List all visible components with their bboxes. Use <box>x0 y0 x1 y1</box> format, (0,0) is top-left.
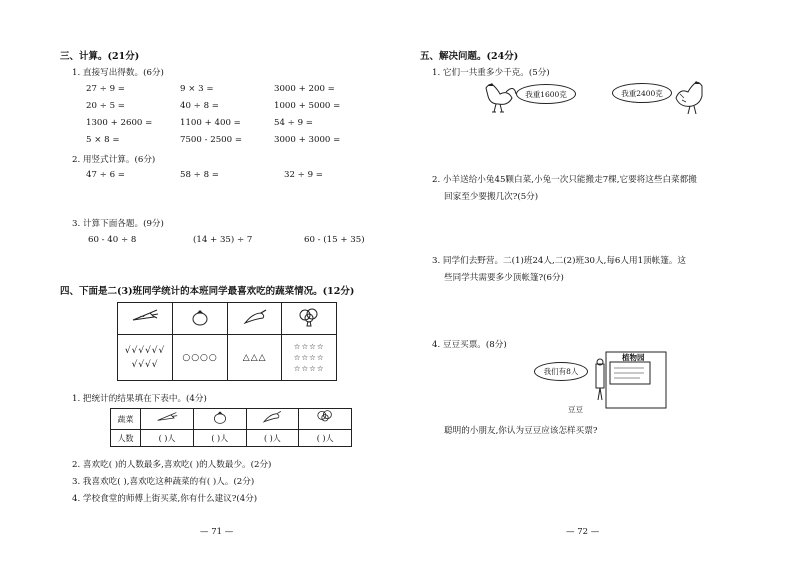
row-label-vegetable: 蔬菜 <box>111 409 141 430</box>
calc-item: 5 × 8 = <box>86 135 120 145</box>
calc-item: 9 × 3 = <box>180 84 214 94</box>
tally-cell-eggplant <box>173 335 228 381</box>
q5-1-title: 1. 它们一共重多少千克。(5分) <box>432 68 550 78</box>
q5-2-line1: 2. 小羊送给小兔45颗白菜,小兔一次只能搬走7棵,它要将这些白菜都搬 <box>432 175 697 185</box>
count-blank[interactable]: ( )人 <box>246 430 299 447</box>
eggplant-icon <box>193 409 246 430</box>
vertical-calc-item: 32 ÷ 9 = <box>284 170 323 180</box>
q5-3-line1: 3. 同学们去野营。二(1)班24人,二(2)班30人,每6人用1顶帐篷。这 <box>432 256 687 266</box>
doudou-label: 豆豆 <box>568 405 583 414</box>
q5-4-ask: 聪明的小朋友,你认为豆豆应该怎样买票? <box>444 426 598 436</box>
section4-title: 四、下面是二(3)班同学统计的本班同学最喜欢吃的蔬菜情况。(12分) <box>60 286 355 297</box>
q4-1-title: 1. 把统计的结果填在下表中。(4分) <box>72 394 207 404</box>
carrot-icon <box>118 303 173 335</box>
count-blank[interactable]: ( )人 <box>299 430 352 447</box>
tally-mark: √√√√√√ <box>124 345 166 356</box>
tally-mark: ☆☆☆☆ <box>293 353 325 362</box>
calc-item: 3000 + 200 = <box>274 84 335 94</box>
section3-title: 三、计算。(21分) <box>60 51 140 62</box>
vertical-calc-item: 58 ÷ 8 = <box>180 170 219 180</box>
pepper-icon <box>227 303 281 335</box>
rooster-icon <box>672 78 712 118</box>
calc-item: 7500 - 2500 = <box>180 135 243 145</box>
tally-cell-pepper <box>227 335 281 381</box>
tally-mark: ○○○○ <box>182 352 218 363</box>
pepper-icon <box>246 409 299 430</box>
calc-item: 1300 + 2600 = <box>86 118 153 128</box>
mixed-calc-item: 60 - (15 + 35) <box>304 235 365 245</box>
speech-bubble: 我重1600克 <box>516 84 576 104</box>
tally-cell-carrot <box>118 335 173 381</box>
q4-4: 4. 学校食堂的师傅上街买菜,你有什么建议?(4分) <box>72 494 258 504</box>
q5-2-line2: 回家至少要搬几次?(5分) <box>444 192 539 202</box>
q3-1-title: 1. 直接写出得数。(6分) <box>72 68 164 78</box>
section5-title: 五、解决问题。(24分) <box>420 51 519 62</box>
calc-item: 40 ÷ 8 = <box>180 101 219 111</box>
page-number-left: — 71 — <box>200 527 234 537</box>
q3-3-title: 3. 计算下面各题。(9分) <box>72 219 164 229</box>
page-number-right: — 72 — <box>566 527 600 537</box>
eggplant-icon <box>173 303 228 335</box>
tally-mark: √√√√ <box>131 359 159 370</box>
carrot-icon <box>141 409 194 430</box>
speech-bubble: 我们有8人 <box>534 362 588 381</box>
count-blank[interactable]: ( )人 <box>193 430 246 447</box>
tally-mark: △△△ <box>242 352 267 363</box>
tally-table <box>117 302 337 381</box>
q5-3-line2: 些同学共需要多少顶帐篷?(6分) <box>444 273 564 283</box>
speech-bubble: 我重2400克 <box>612 83 672 103</box>
park-sign: 植物园 <box>622 353 645 362</box>
calc-item: 20 ÷ 5 = <box>86 101 125 111</box>
cabbage-icon <box>299 409 352 430</box>
result-table <box>110 408 352 447</box>
row-label-count: 人数 <box>111 430 141 447</box>
calc-item: 1000 + 5000 = <box>274 101 341 111</box>
mixed-calc-item: 60 - 40 ÷ 8 <box>88 235 137 245</box>
rooster-icon <box>478 80 518 116</box>
count-blank[interactable]: ( )人 <box>141 430 194 447</box>
vertical-calc-item: 47 ÷ 6 = <box>86 170 125 180</box>
calc-item: 27 ÷ 9 = <box>86 84 125 94</box>
tally-cell-cabbage <box>282 335 337 381</box>
mixed-calc-item: (14 + 35) ÷ 7 <box>193 235 253 245</box>
cabbage-icon <box>282 303 337 335</box>
calc-item: 1100 + 400 = <box>180 118 241 128</box>
calc-item: 3000 + 3000 = <box>274 135 341 145</box>
tally-mark: ☆☆☆☆ <box>293 342 325 351</box>
q5-4-title: 4. 豆豆买票。(8分) <box>432 340 507 350</box>
q4-2: 2. 喜欢吃( )的人数最多,喜欢吃( )的人数最少。(2分) <box>72 460 272 470</box>
tally-mark: ☆☆☆☆ <box>293 364 325 373</box>
calc-item: 54 ÷ 9 = <box>274 118 313 128</box>
q3-2-title: 2. 用竖式计算。(6分) <box>72 155 156 165</box>
q4-3: 3. 我喜欢吃( ),喜欢吃这种蔬菜的有( )人。(2分) <box>72 477 255 487</box>
